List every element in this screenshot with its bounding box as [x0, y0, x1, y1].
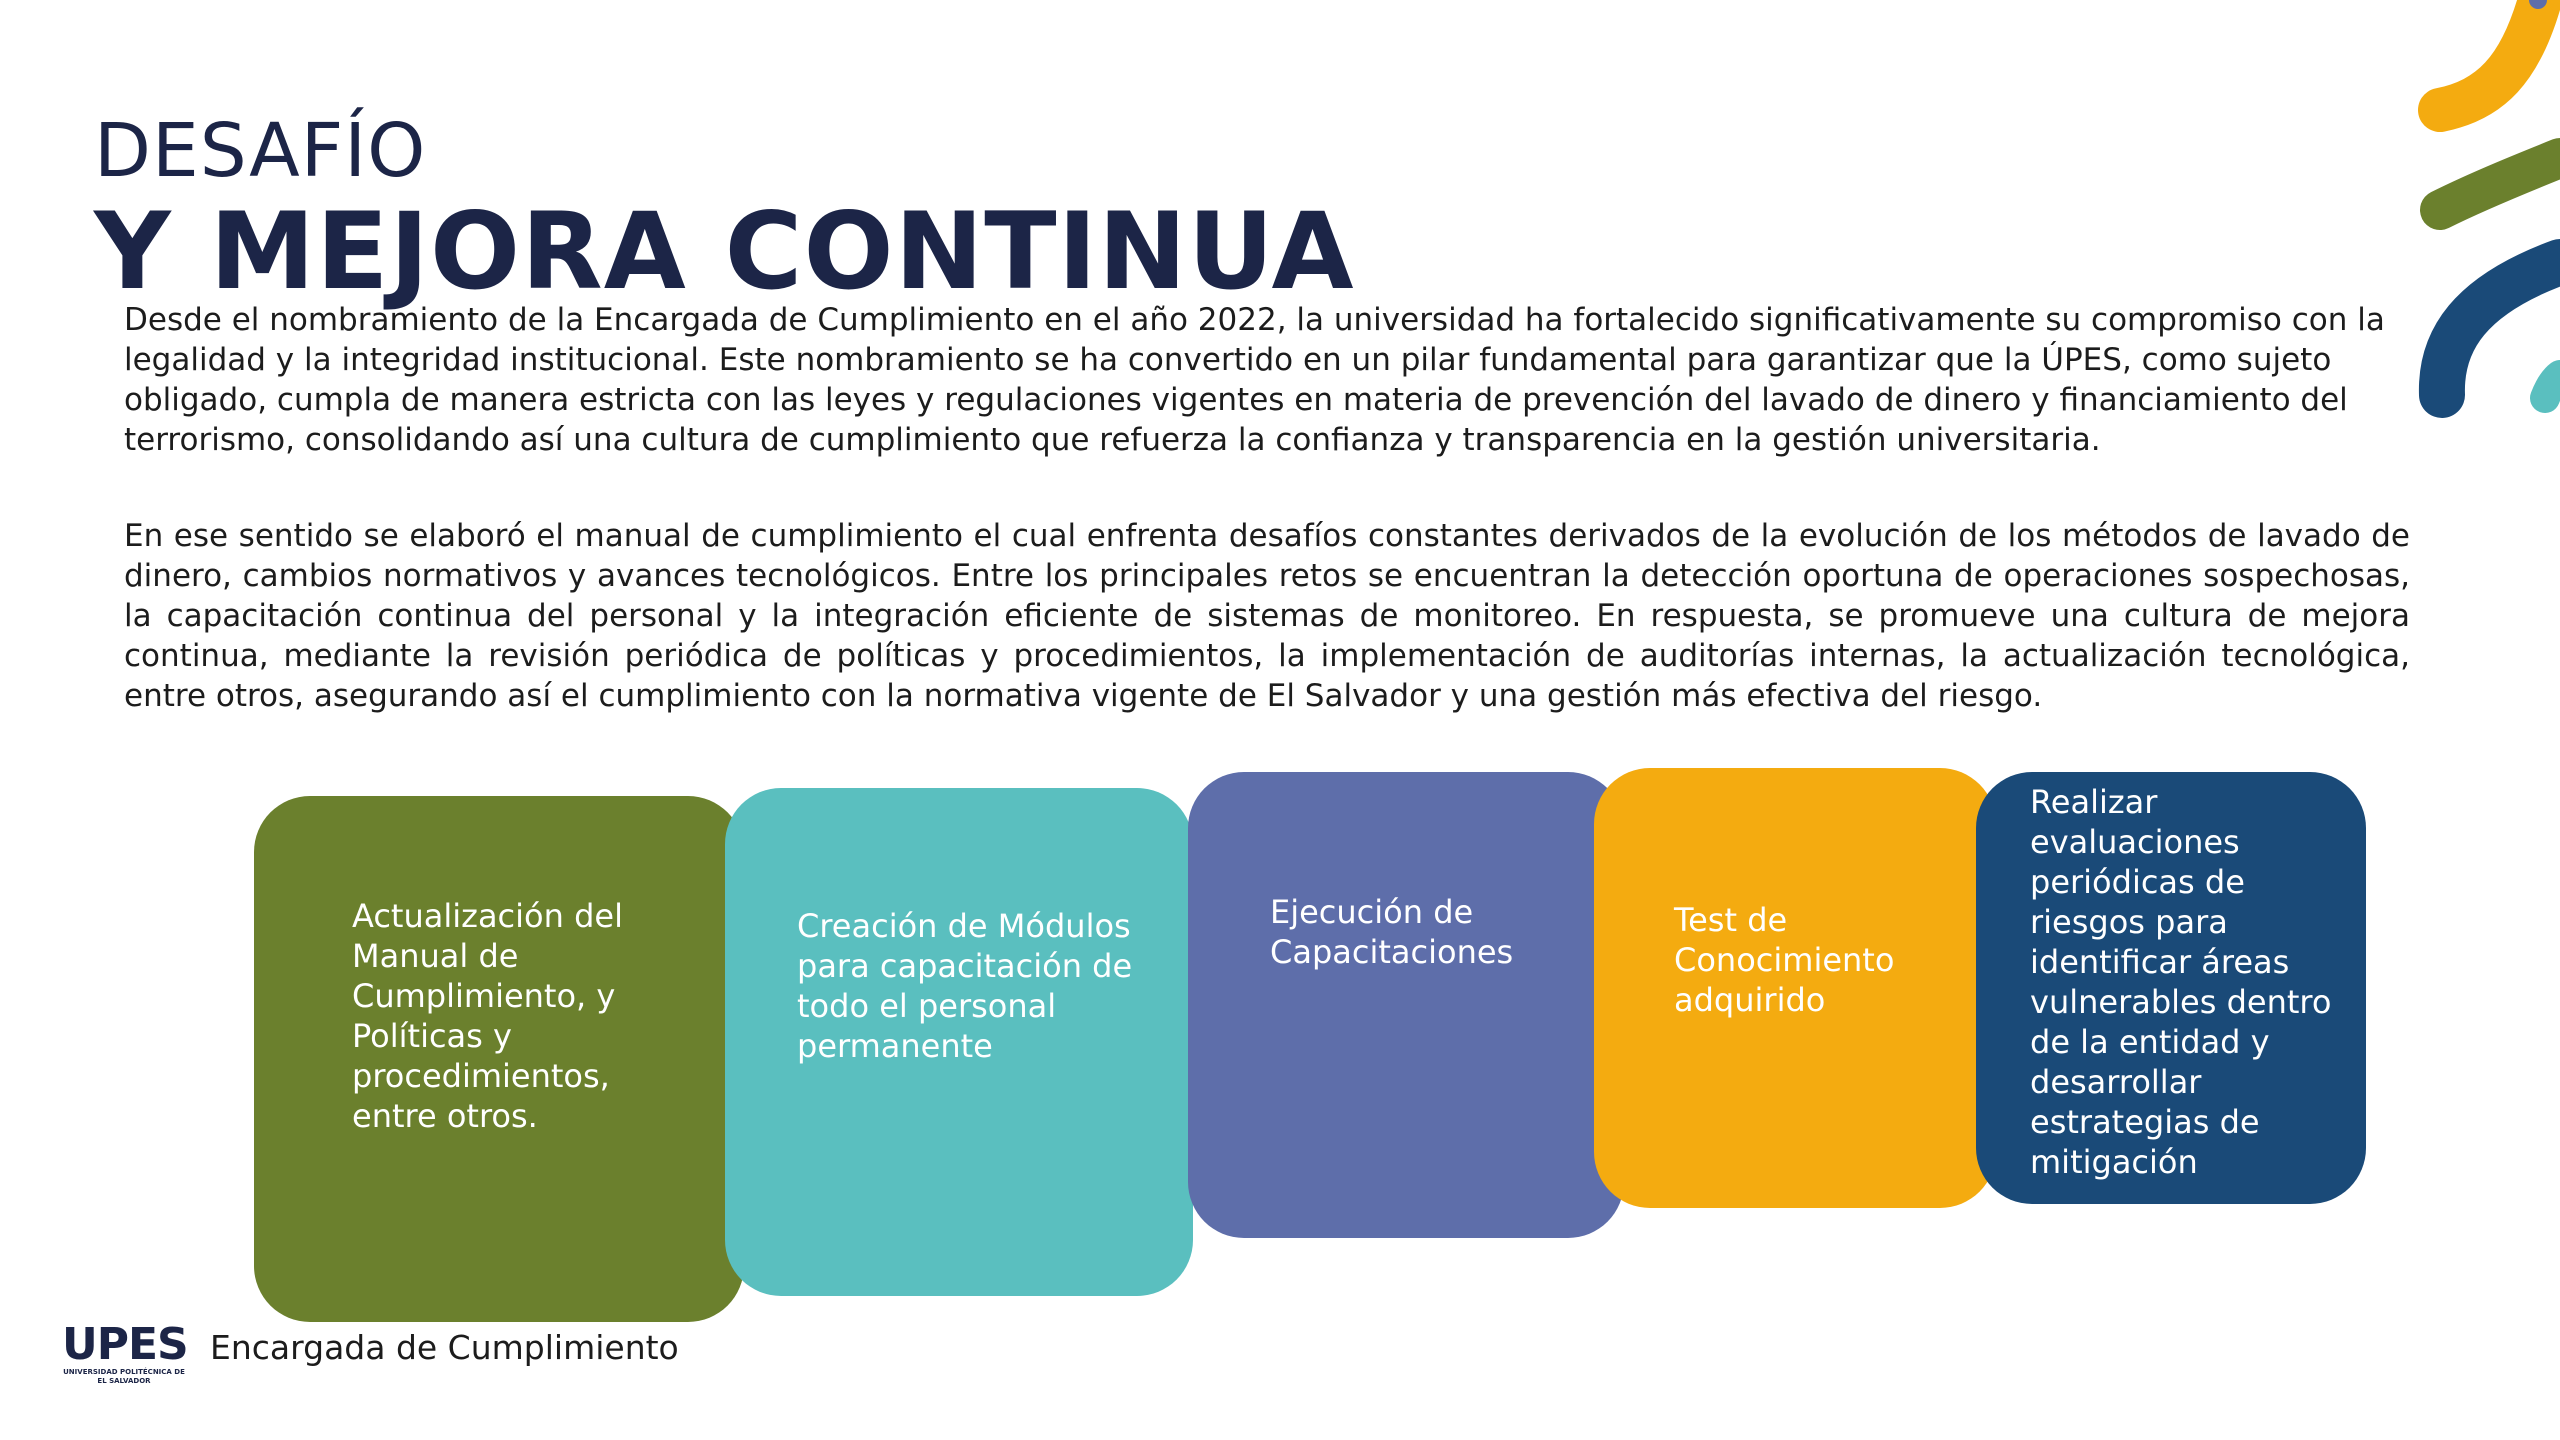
step-card-text: Ejecución de Capacitaciones [1270, 893, 1514, 971]
title-line-1: DESAFÍO [94, 108, 427, 194]
step-card-training-modules [725, 788, 1193, 1296]
step-card-text: Test de Conocimiento adquirido [1674, 901, 1895, 1019]
upes-logo [62, 1319, 192, 1386]
paragraph-intro: Desde el nombramiento de la Encargada de Cumplimiento en el año 2022, la universidad ha fortalecido significativamente su compromiso con la legalidad y la integridad institucional. Este nombramiento se ha convertido en un pilar fundamental para garantizar que la ÚPES, como sujeto obligado, cumpla de manera estricta con las leyes y regulaciones vigentes en materia de prevención del lavado de dinero y financiamiento del terrorismo, consolidando así una cultura de cumplimiento que refuerza la confianza y transparencia en la gestión universitaria. [124, 302, 2385, 458]
step-card-text: Creación de Módulos para capacitación de todo el personal permanente [797, 907, 1133, 1065]
step-card-text: Realizar evaluaciones periódicas de riesgos para identificar áreas vulnerables dentro de la entidad y desarrollar estrategias de mitigación [2030, 783, 2332, 1181]
logo-wordmark: UPES [62, 1319, 188, 1370]
title-line-2: Y MEJORA CONTINUA [94, 190, 1355, 313]
footer-label: Encargada de Cumplimiento [210, 1328, 679, 1367]
step-card-risk-evaluation [1976, 772, 2366, 1204]
logo-subtitle: UNIVERSIDAD POLITÉCNICA DE EL SALVADOR [63, 1368, 185, 1385]
step-card-knowledge-test [1594, 768, 1996, 1208]
paragraph-challenges: En ese sentido se elaboró el manual de cumplimiento el cual enfrenta desafíos constantes derivados de la evolución de los métodos de lavado de dinero, cambios normativos y avances tecnológicos. Entre los principales retos se encuentran la detección oportuna de operaciones sospechosas, la capacitación continua del personal y la integración eficiente de sistemas de monitoreo. En respuesta, se promueve una cultura de mejora continua, mediante la revisión periódica de políticas y procedimientos, la implementación de auditorías internas, la actualización tecnológica, entre otros, asegurando así el cumplimiento con la normativa vigente de El Salvador y una gestión más efectiva del riesgo. [124, 518, 2410, 714]
yellow-arc [2440, 0, 2540, 110]
olive-arc [2440, 158, 2560, 210]
navy-dot [2529, 0, 2547, 9]
teal-arc [2545, 375, 2560, 398]
step-card-manual-update [254, 796, 744, 1322]
step-card-training-execution [1188, 772, 1624, 1238]
step-card-text: Actualización del Manual de Cumplimiento, y Políticas y procedimientos, entre otros. [352, 897, 623, 1135]
navy-arc [2442, 262, 2560, 395]
